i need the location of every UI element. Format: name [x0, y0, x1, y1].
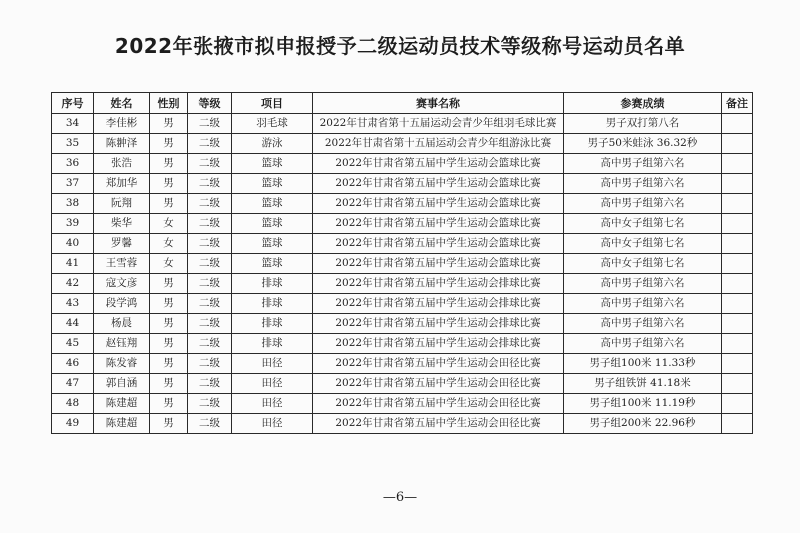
cell-result: 高中男子组第六名	[564, 274, 722, 294]
table-row	[52, 294, 753, 314]
cell-result: 高中女子组第七名	[564, 234, 722, 254]
table-row	[52, 274, 753, 294]
cell-event: 2022年甘肃省第五届中学生运动会排球比赛	[313, 294, 564, 314]
cell-gender: 男	[150, 114, 188, 134]
cell-event: 2022年甘肃省第五届中学生运动会篮球比赛	[313, 194, 564, 214]
cell-result: 男子组100米 11.33秒	[564, 354, 722, 374]
cell-name: 郭自涵	[94, 374, 150, 394]
cell-event: 2022年甘肃省第五届中学生运动会田径比赛	[313, 414, 564, 434]
table-row	[52, 254, 753, 274]
cell-result: 男子双打第八名	[564, 114, 722, 134]
cell-result: 男子50米蛙泳 36.32秒	[564, 134, 722, 154]
cell-sport: 田径	[232, 394, 313, 414]
cell-event: 2022年甘肃省第五届中学生运动会田径比赛	[313, 374, 564, 394]
cell-name: 阮翔	[94, 194, 150, 214]
cell-level: 二级	[188, 374, 232, 394]
cell-level: 二级	[188, 314, 232, 334]
cell-number: 45	[52, 334, 94, 354]
cell-result: 高中男子组第六名	[564, 194, 722, 214]
cell-note	[722, 234, 753, 254]
cell-level: 二级	[188, 234, 232, 254]
cell-gender: 女	[150, 254, 188, 274]
cell-gender: 男	[150, 174, 188, 194]
table-row	[52, 214, 753, 234]
cell-number: 41	[52, 254, 94, 274]
cell-level: 二级	[188, 194, 232, 214]
cell-number: 46	[52, 354, 94, 374]
cell-gender: 男	[150, 274, 188, 294]
cell-level: 二级	[188, 174, 232, 194]
header-number: 序号	[52, 93, 94, 114]
cell-sport: 田径	[232, 414, 313, 434]
athlete-roster-table	[51, 92, 753, 434]
cell-level: 二级	[188, 414, 232, 434]
cell-note	[722, 314, 753, 334]
cell-note	[722, 274, 753, 294]
cell-gender: 男	[150, 294, 188, 314]
header-level: 等级	[188, 93, 232, 114]
cell-gender: 男	[150, 314, 188, 334]
cell-event: 2022年甘肃省第五届中学生运动会篮球比赛	[313, 254, 564, 274]
cell-gender: 男	[150, 194, 188, 214]
cell-number: 37	[52, 174, 94, 194]
cell-name: 罗馨	[94, 234, 150, 254]
table-row	[52, 314, 753, 334]
cell-sport: 篮球	[232, 254, 313, 274]
cell-name: 陈发睿	[94, 354, 150, 374]
cell-sport: 排球	[232, 274, 313, 294]
cell-gender: 男	[150, 134, 188, 154]
cell-sport: 田径	[232, 354, 313, 374]
cell-note	[722, 374, 753, 394]
table-row	[52, 234, 753, 254]
cell-note	[722, 214, 753, 234]
cell-gender: 男	[150, 334, 188, 354]
cell-number: 43	[52, 294, 94, 314]
cell-gender: 男	[150, 414, 188, 434]
cell-event: 2022年甘肃省第五届中学生运动会排球比赛	[313, 334, 564, 354]
table-row	[52, 174, 753, 194]
cell-sport: 篮球	[232, 154, 313, 174]
cell-number: 38	[52, 194, 94, 214]
cell-note	[722, 394, 753, 414]
cell-result: 高中女子组第七名	[564, 214, 722, 234]
cell-level: 二级	[188, 214, 232, 234]
cell-gender: 男	[150, 374, 188, 394]
table-row	[52, 354, 753, 374]
cell-name: 郑加华	[94, 174, 150, 194]
cell-name: 寇文彦	[94, 274, 150, 294]
page-number: —6—	[382, 490, 418, 505]
table-row	[52, 374, 753, 394]
cell-result: 高中男子组第六名	[564, 174, 722, 194]
cell-number: 36	[52, 154, 94, 174]
table-row	[52, 114, 753, 134]
cell-number: 44	[52, 314, 94, 334]
cell-event: 2022年甘肃省第五届中学生运动会田径比赛	[313, 394, 564, 414]
cell-note	[722, 114, 753, 134]
cell-event: 2022年甘肃省第五届中学生运动会篮球比赛	[313, 174, 564, 194]
cell-sport: 排球	[232, 314, 313, 334]
cell-note	[722, 414, 753, 434]
cell-event: 2022年甘肃省第五届中学生运动会篮球比赛	[313, 154, 564, 174]
cell-result: 高中女子组第七名	[564, 254, 722, 274]
cell-sport: 排球	[232, 334, 313, 354]
cell-sport: 田径	[232, 374, 313, 394]
cell-number: 39	[52, 214, 94, 234]
table-row	[52, 334, 753, 354]
cell-number: 42	[52, 274, 94, 294]
table-row	[52, 194, 753, 214]
cell-note	[722, 294, 753, 314]
cell-number: 47	[52, 374, 94, 394]
cell-name: 杨晨	[94, 314, 150, 334]
cell-name: 陈翀泽	[94, 134, 150, 154]
table-header-row	[52, 93, 753, 114]
header-result: 参赛成绩	[564, 93, 722, 114]
cell-note	[722, 194, 753, 214]
cell-event: 2022年甘肃省第十五届运动会青少年组羽毛球比赛	[313, 114, 564, 134]
cell-level: 二级	[188, 354, 232, 374]
cell-name: 柴华	[94, 214, 150, 234]
cell-sport: 篮球	[232, 234, 313, 254]
cell-level: 二级	[188, 134, 232, 154]
cell-name: 段学鸿	[94, 294, 150, 314]
cell-name: 张浩	[94, 154, 150, 174]
table-row	[52, 154, 753, 174]
cell-result: 高中男子组第六名	[564, 334, 722, 354]
cell-result: 男子组铁饼 41.18米	[564, 374, 722, 394]
cell-note	[722, 174, 753, 194]
cell-event: 2022年甘肃省第五届中学生运动会田径比赛	[313, 354, 564, 374]
cell-sport: 篮球	[232, 214, 313, 234]
cell-event: 2022年甘肃省第五届中学生运动会篮球比赛	[313, 214, 564, 234]
table-row	[52, 394, 753, 414]
cell-note	[722, 154, 753, 174]
cell-name: 陈建超	[94, 414, 150, 434]
cell-gender: 男	[150, 394, 188, 414]
cell-note	[722, 334, 753, 354]
cell-note	[722, 254, 753, 274]
cell-note	[722, 134, 753, 154]
header-name: 姓名	[94, 93, 150, 114]
cell-name: 陈建超	[94, 394, 150, 414]
cell-level: 二级	[188, 254, 232, 274]
cell-name: 王雪蓉	[94, 254, 150, 274]
header-event: 赛事名称	[313, 93, 564, 114]
cell-sport: 游泳	[232, 134, 313, 154]
cell-event: 2022年甘肃省第十五届运动会青少年组游泳比赛	[313, 134, 564, 154]
header-gender: 性别	[150, 93, 188, 114]
cell-result: 高中男子组第六名	[564, 314, 722, 334]
cell-sport: 篮球	[232, 194, 313, 214]
cell-sport: 篮球	[232, 174, 313, 194]
cell-event: 2022年甘肃省第五届中学生运动会篮球比赛	[313, 234, 564, 254]
cell-sport: 羽毛球	[232, 114, 313, 134]
cell-name: 赵钰翔	[94, 334, 150, 354]
cell-number: 48	[52, 394, 94, 414]
cell-result: 男子组200米 22.96秒	[564, 414, 722, 434]
cell-level: 二级	[188, 154, 232, 174]
cell-gender: 女	[150, 234, 188, 254]
cell-level: 二级	[188, 294, 232, 314]
cell-name: 李佳彬	[94, 114, 150, 134]
cell-number: 40	[52, 234, 94, 254]
cell-note	[722, 354, 753, 374]
cell-gender: 男	[150, 154, 188, 174]
cell-sport: 排球	[232, 294, 313, 314]
table-body	[52, 114, 753, 434]
cell-event: 2022年甘肃省第五届中学生运动会排球比赛	[313, 274, 564, 294]
cell-number: 34	[52, 114, 94, 134]
cell-number: 49	[52, 414, 94, 434]
table-row	[52, 414, 753, 434]
header-sport: 项目	[232, 93, 313, 114]
table-row	[52, 134, 753, 154]
cell-level: 二级	[188, 114, 232, 134]
cell-result: 男子组100米 11.19秒	[564, 394, 722, 414]
page-title: 2022年张掖市拟申报授予二级运动员技术等级称号运动员名单	[114, 34, 686, 58]
header-note: 备注	[722, 93, 753, 114]
cell-number: 35	[52, 134, 94, 154]
cell-result: 高中男子组第六名	[564, 294, 722, 314]
cell-result: 高中男子组第六名	[564, 154, 722, 174]
cell-gender: 女	[150, 214, 188, 234]
cell-level: 二级	[188, 394, 232, 414]
cell-level: 二级	[188, 274, 232, 294]
cell-level: 二级	[188, 334, 232, 354]
cell-event: 2022年甘肃省第五届中学生运动会排球比赛	[313, 314, 564, 334]
cell-gender: 男	[150, 354, 188, 374]
